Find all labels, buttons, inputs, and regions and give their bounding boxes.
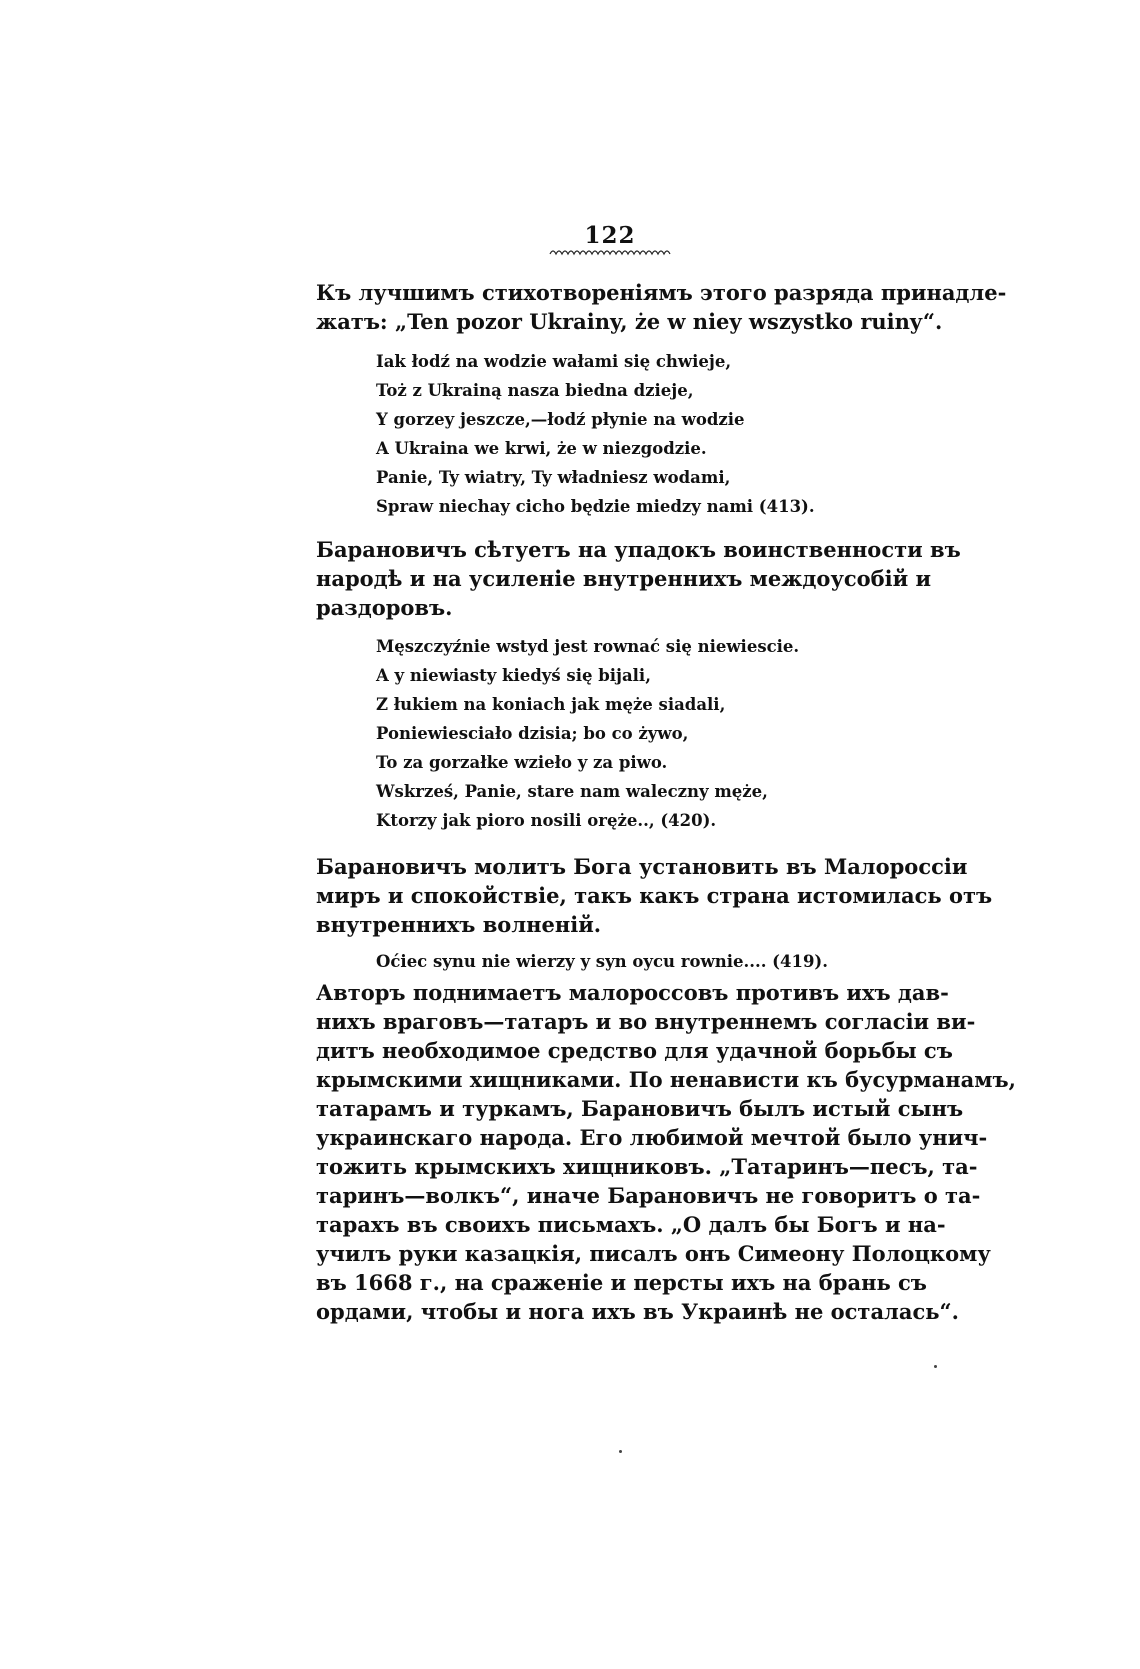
paragraph-2 (316, 535, 961, 622)
verse-quote-3 (376, 947, 846, 976)
paragraph-line: Авторъ поднимаетъ малороссовъ противъ ихъ дав- (316, 980, 949, 1005)
paragraph-line: тожить крымскихъ хищниковъ. „Татаринъ—песъ, та- (316, 1154, 978, 1179)
verse-line: Z łukiem na koniach jak męże siadali, (376, 695, 726, 714)
paragraph-line: татарамъ и туркамъ, Барановичъ былъ истый сынъ (316, 1096, 964, 1121)
paragraph-line: нихъ враговъ—татаръ и во внутреннемъ согласіи ви- (316, 1009, 976, 1034)
paragraph-line: жатъ: „Ten pozor Ukrainy, że w niey wszystko ruiny“. (316, 309, 943, 334)
paragraph-line: раздоровъ. (316, 595, 453, 620)
verse-line: Poniewiesciało dzisia; bo co żywo, (376, 724, 689, 743)
paragraph-line: ордами, чтобы и нога ихъ въ Украинѣ не осталась“. (316, 1299, 959, 1324)
paragraph-line: училъ руки казацкія, писалъ онъ Симеону Полоцкому (316, 1241, 991, 1266)
paragraph-line: Барановичъ молитъ Бога установить въ Малороссіи (316, 854, 968, 879)
paragraph-line: Къ лучшимъ стихотвореніямъ этого разряда принадле- (316, 280, 1007, 305)
verse-line: Y gorzey jeszcze,—łodź płynie na wodzie (376, 410, 745, 429)
verse-line: Panie, Ty wiatry, Ty władniesz wodami, (376, 468, 731, 487)
verse-line: A y niewiasty kiedyś się bijali, (376, 666, 651, 685)
scan-speck (619, 1450, 622, 1453)
paragraph-4 (316, 978, 1016, 1326)
paragraph-line: Барановичъ сѣтуетъ на упадокъ воинственности въ (316, 537, 961, 562)
verse-line: Spraw niechay cicho będzie miedzy nami (413). (376, 497, 815, 516)
verse-line: Wskrześ, Panie, stare nam waleczny męże, (376, 782, 768, 801)
paragraph-line: народѣ и на усиленіе внутреннихъ междоусобій и (316, 566, 932, 591)
verse-line: Ktorzy jak pioro nosili oręże.., (420). (376, 811, 717, 830)
verse-quote-1 (376, 347, 846, 521)
verse-line: A Ukraina we krwi, że w niezgodzie. (376, 439, 707, 458)
decorative-wavy-rule (548, 246, 672, 258)
paragraph-line: таринъ—волкъ“, иначе Барановичъ не говоритъ о та- (316, 1183, 981, 1208)
scan-speck (934, 1365, 937, 1368)
paragraph-line: украинскаго народа. Его любимой мечтой было унич- (316, 1125, 988, 1150)
verse-line: Oćiec synu nie wierzy y syn oycu rownie.... (419). (376, 952, 828, 971)
verse-line: Męszczyźnie wstyd jest rownać się niewiescie. (376, 637, 800, 656)
verse-quote-2 (376, 632, 846, 835)
page-number: 122 (584, 222, 636, 249)
verse-line: Iak łodź na wodzie wałami się chwieje, (376, 352, 732, 371)
paragraph-line: дитъ необходимое средство для удачной борьбы съ (316, 1038, 953, 1063)
paragraph-line: миръ и спокойствіе, такъ какъ страна истомилась отъ (316, 883, 993, 908)
paragraph-1 (316, 278, 1007, 336)
paragraph-line: крымскими хищниками. По ненависти къ бусурманамъ, (316, 1067, 1016, 1092)
paragraph-line: въ 1668 г., на сраженіе и персты ихъ на брань съ (316, 1270, 927, 1295)
verse-line: Toż z Ukrainą nasza biedna dzieje, (376, 381, 694, 400)
paragraph-line: тарахъ въ своихъ письмахъ. „О далъ бы Богъ и на- (316, 1212, 946, 1237)
paragraph-3 (316, 852, 993, 939)
paragraph-line: внутреннихъ волненій. (316, 912, 602, 937)
verse-line: To za gorzałke wzieło y za piwo. (376, 753, 668, 772)
